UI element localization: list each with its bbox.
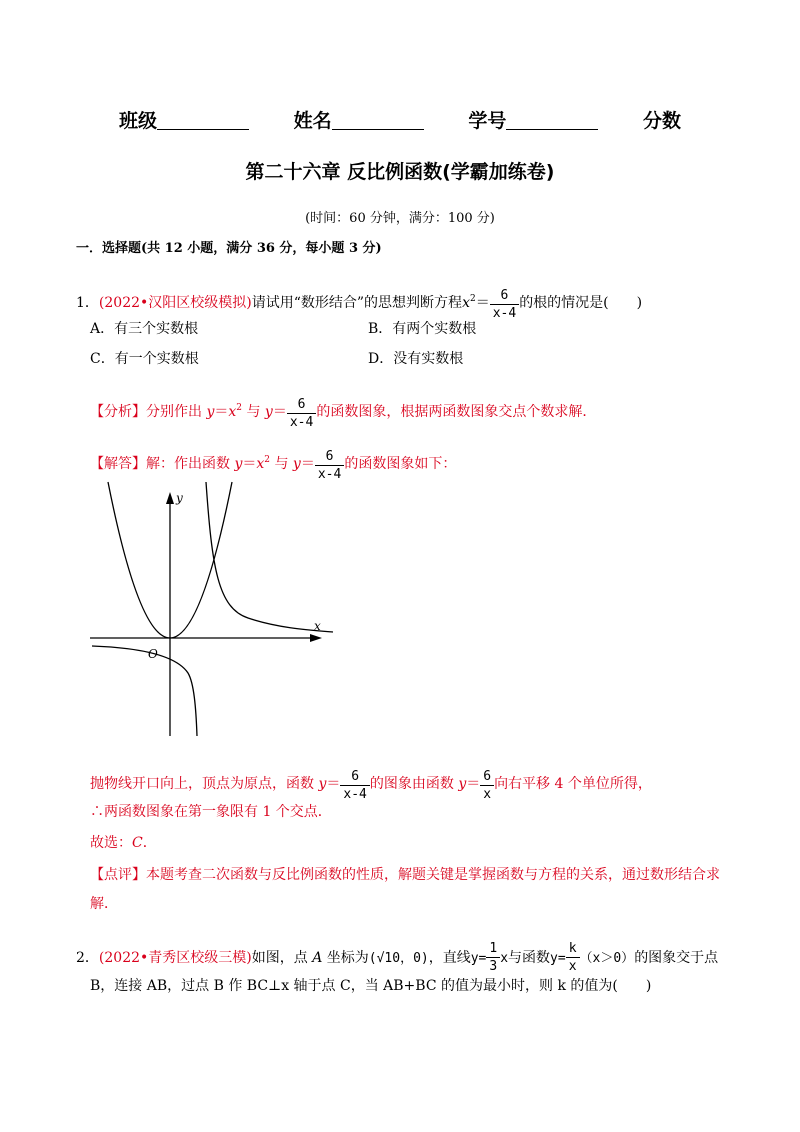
solution-y1: y	[234, 456, 243, 472]
q2-func-den: x	[566, 957, 580, 975]
q2-line-den: 3	[486, 957, 500, 975]
q2-point-a: A	[312, 950, 323, 966]
solution-frac-den: x-4	[315, 465, 344, 483]
q2-text-d: 与函数	[508, 950, 551, 966]
q2-number: 2．	[76, 950, 99, 966]
expl-text-b: 的图象由函数	[369, 776, 459, 792]
q2-line-num: 1	[489, 941, 498, 956]
q2-text-a: 如图，点	[251, 950, 313, 966]
q1-option-d[interactable]: D．没有实数根	[368, 351, 464, 367]
name-blank[interactable]	[332, 109, 424, 130]
q2-text-e: 的图象交于点	[634, 950, 719, 966]
analysis-frac-num: 6	[297, 397, 306, 412]
q2-text-b: 坐标为	[322, 950, 369, 966]
analysis-text-a: 分别作出	[146, 404, 207, 420]
solution-eq2: ＝	[300, 456, 315, 472]
solution-eq1: ＝	[242, 456, 257, 472]
analysis-y2: y	[264, 404, 273, 420]
expl-text-a: 抛物线开口向上，顶点为原点，函数	[90, 776, 319, 792]
header-fields	[0, 106, 800, 133]
expl-y2: y	[458, 776, 467, 792]
y-axis-label: y	[176, 491, 183, 505]
class-label: 班级	[119, 110, 158, 132]
analysis-mid: 与	[242, 404, 265, 420]
q1-option-c[interactable]: C．有一个实数根	[90, 351, 199, 367]
score-label: 分数	[642, 110, 681, 132]
q2-coord: (√10，0)	[368, 951, 429, 966]
q2-func-fraction	[566, 940, 580, 975]
expl-fraction-2	[480, 768, 494, 803]
q1-source: (2022•汉阳区校级模拟)	[98, 295, 252, 311]
hyperbola-right-branch	[206, 482, 333, 632]
q2-line-fraction	[486, 940, 500, 975]
comment-tag: 【点评】	[90, 867, 146, 883]
question-1-stem	[76, 287, 642, 322]
analysis-frac-den: x-4	[287, 413, 316, 431]
solution-frac-num: 6	[325, 449, 334, 464]
analysis-eq1: ＝	[214, 404, 229, 420]
analysis-end: 的函数图象，根据两函数图象交点个数求解．	[316, 404, 597, 420]
expl-frac2-den: x	[480, 785, 494, 803]
q2-source: (2022•青秀区校级三模)	[98, 950, 252, 966]
q2-text-c: ，直线	[428, 950, 471, 966]
q1-analysis	[90, 396, 596, 431]
page-title: 第二十六章 反比例函数(学霸加练卷)	[245, 161, 555, 183]
analysis-fraction	[287, 396, 316, 431]
analysis-tag: 【分析】	[90, 404, 146, 420]
comment-text-a: 本题考查二次函数与反比例函数的性质，解题关键是掌握函数与方程的关系，通过数形结合求	[146, 867, 720, 883]
expl-frac2-num: 6	[483, 769, 492, 784]
analysis-y1: y	[206, 404, 215, 420]
q1-text-b: 的根的情况是( )	[519, 295, 643, 311]
expl-text-c: 向右平移 4 个单位所得，	[494, 776, 652, 792]
q1-comment-line-1	[90, 864, 720, 884]
q1-comment-line-2: 解．	[90, 896, 118, 912]
solution-sq: 2	[264, 455, 271, 465]
q2-line-y: y=	[470, 951, 487, 966]
q1-text-a: 请试用“数形结合”的思想判断方程	[251, 295, 463, 311]
x-axis-arrow	[310, 634, 322, 642]
q1-number: 1．	[76, 295, 99, 311]
q1-x: x	[462, 295, 470, 311]
analysis-x: x	[228, 404, 237, 420]
q1-option-b[interactable]: B．有两个实数根	[368, 321, 477, 337]
q1-option-a[interactable]: A．有三个实数根	[90, 321, 199, 337]
x-axis-label: x	[314, 619, 321, 633]
id-blank[interactable]	[506, 109, 598, 130]
solution-end: 的函数图象如下：	[344, 456, 457, 472]
name-label: 姓名	[293, 110, 332, 132]
function-graph	[88, 478, 338, 740]
q1-fraction	[490, 287, 519, 322]
origin-label: O	[148, 647, 158, 661]
q1-explanation-line-1	[90, 768, 652, 803]
q2-stem-line-2: B，连接 AB，过点 B 作 BC⊥x 轴于点 C，当 AB+BC 的值为最小时，则 k 的值为( )	[90, 978, 652, 994]
hyperbola-left-branch	[92, 646, 197, 736]
expl-fraction-1	[340, 768, 369, 803]
question-2-stem	[76, 940, 718, 975]
q2-func-num: k	[568, 941, 577, 956]
solution-y2: y	[292, 456, 301, 472]
q2-line-x: x	[500, 951, 509, 966]
expl-frac1-den: x-4	[340, 785, 369, 803]
class-blank[interactable]	[157, 109, 249, 130]
expl-frac1-num: 6	[351, 769, 360, 784]
answer-end: ．	[142, 835, 157, 851]
expl-eq2: ＝	[466, 776, 481, 792]
answer-prefix: 故选：	[90, 835, 132, 851]
solution-x: x	[256, 456, 265, 472]
solution-text-a: 解：作出函数	[146, 456, 235, 472]
q1-sq: 2	[469, 294, 476, 304]
q1-explanation-line-2: ∴两函数图象在第一象限有 1 个交点．	[90, 804, 332, 820]
solution-mid: 与	[270, 456, 293, 472]
analysis-sq: 2	[236, 403, 243, 413]
y-axis-arrow	[166, 492, 174, 504]
analysis-eq2: ＝	[272, 404, 287, 420]
q2-func-y: y=	[550, 951, 566, 966]
q2-func-cond: （x＞0）	[579, 951, 635, 966]
q1-explanation-line-3	[90, 832, 157, 852]
page-subtitle: (时间：60 分钟，满分：100 分)	[305, 211, 495, 226]
q1-frac-num: 6	[500, 288, 509, 303]
expl-eq1: ＝	[326, 776, 341, 792]
q1-eq: ＝	[475, 295, 490, 311]
solution-tag: 【解答】	[90, 456, 146, 472]
section-heading: 一．选择题(共 12 小题，满分 36 分，每小题 3 分)	[76, 241, 382, 256]
answer-letter: C	[132, 835, 143, 851]
id-label: 学号	[468, 110, 507, 132]
expl-y1: y	[318, 776, 327, 792]
q1-frac-den: x-4	[490, 304, 519, 322]
